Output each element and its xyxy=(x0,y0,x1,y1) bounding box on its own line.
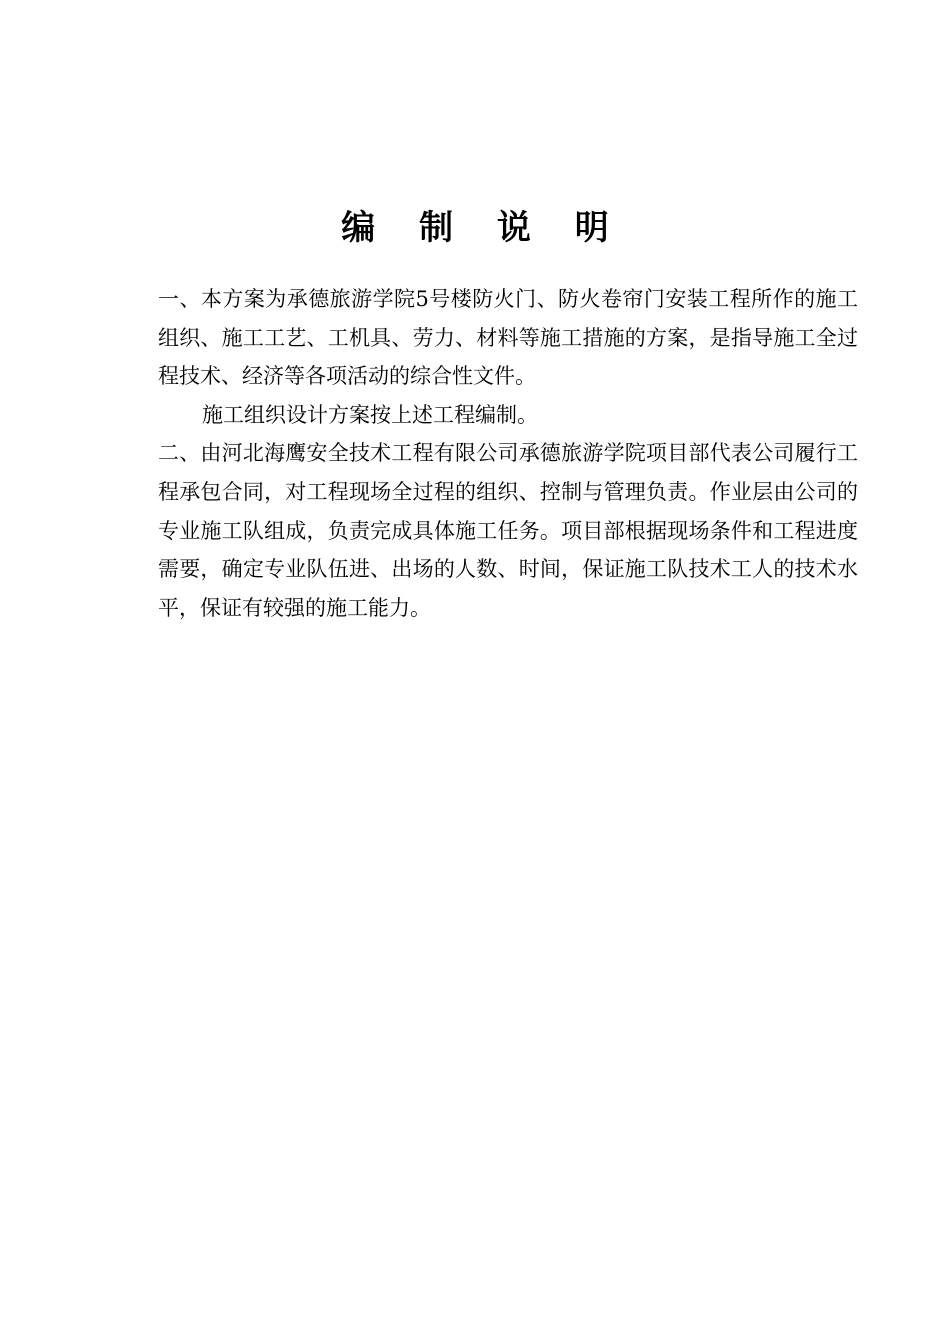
paragraph-project-department: 二、由河北海鹰安全技术工程有限公司承德旅游学院项目部代表公司履行工程承包合同，对工程现场全过程的组织、控制与管理负责。作业层由公司的专业施工队组成，负责完成具体施工任务。项目部根据现场条件和工程进度需要，确定专业队伍进、出场的人数、时间，保证施工队技术工人的技术水平，保证有较强的施工能力。 xyxy=(158,441,858,620)
document-body xyxy=(158,280,858,627)
paragraph-scope: 一、本方案为承德旅游学院5号楼防火门、防火卷帘门安装工程所作的施工组织、施工工艺、工机具、劳力、材料等施工措施的方案，是指导施工全过程技术、经济等各项活动的综合性文件。 xyxy=(158,287,858,389)
paragraph-compilation-note: 施工组织设计方案按上述工程编制。 xyxy=(202,402,538,427)
page-title: 编 制 说 明 xyxy=(341,208,625,248)
